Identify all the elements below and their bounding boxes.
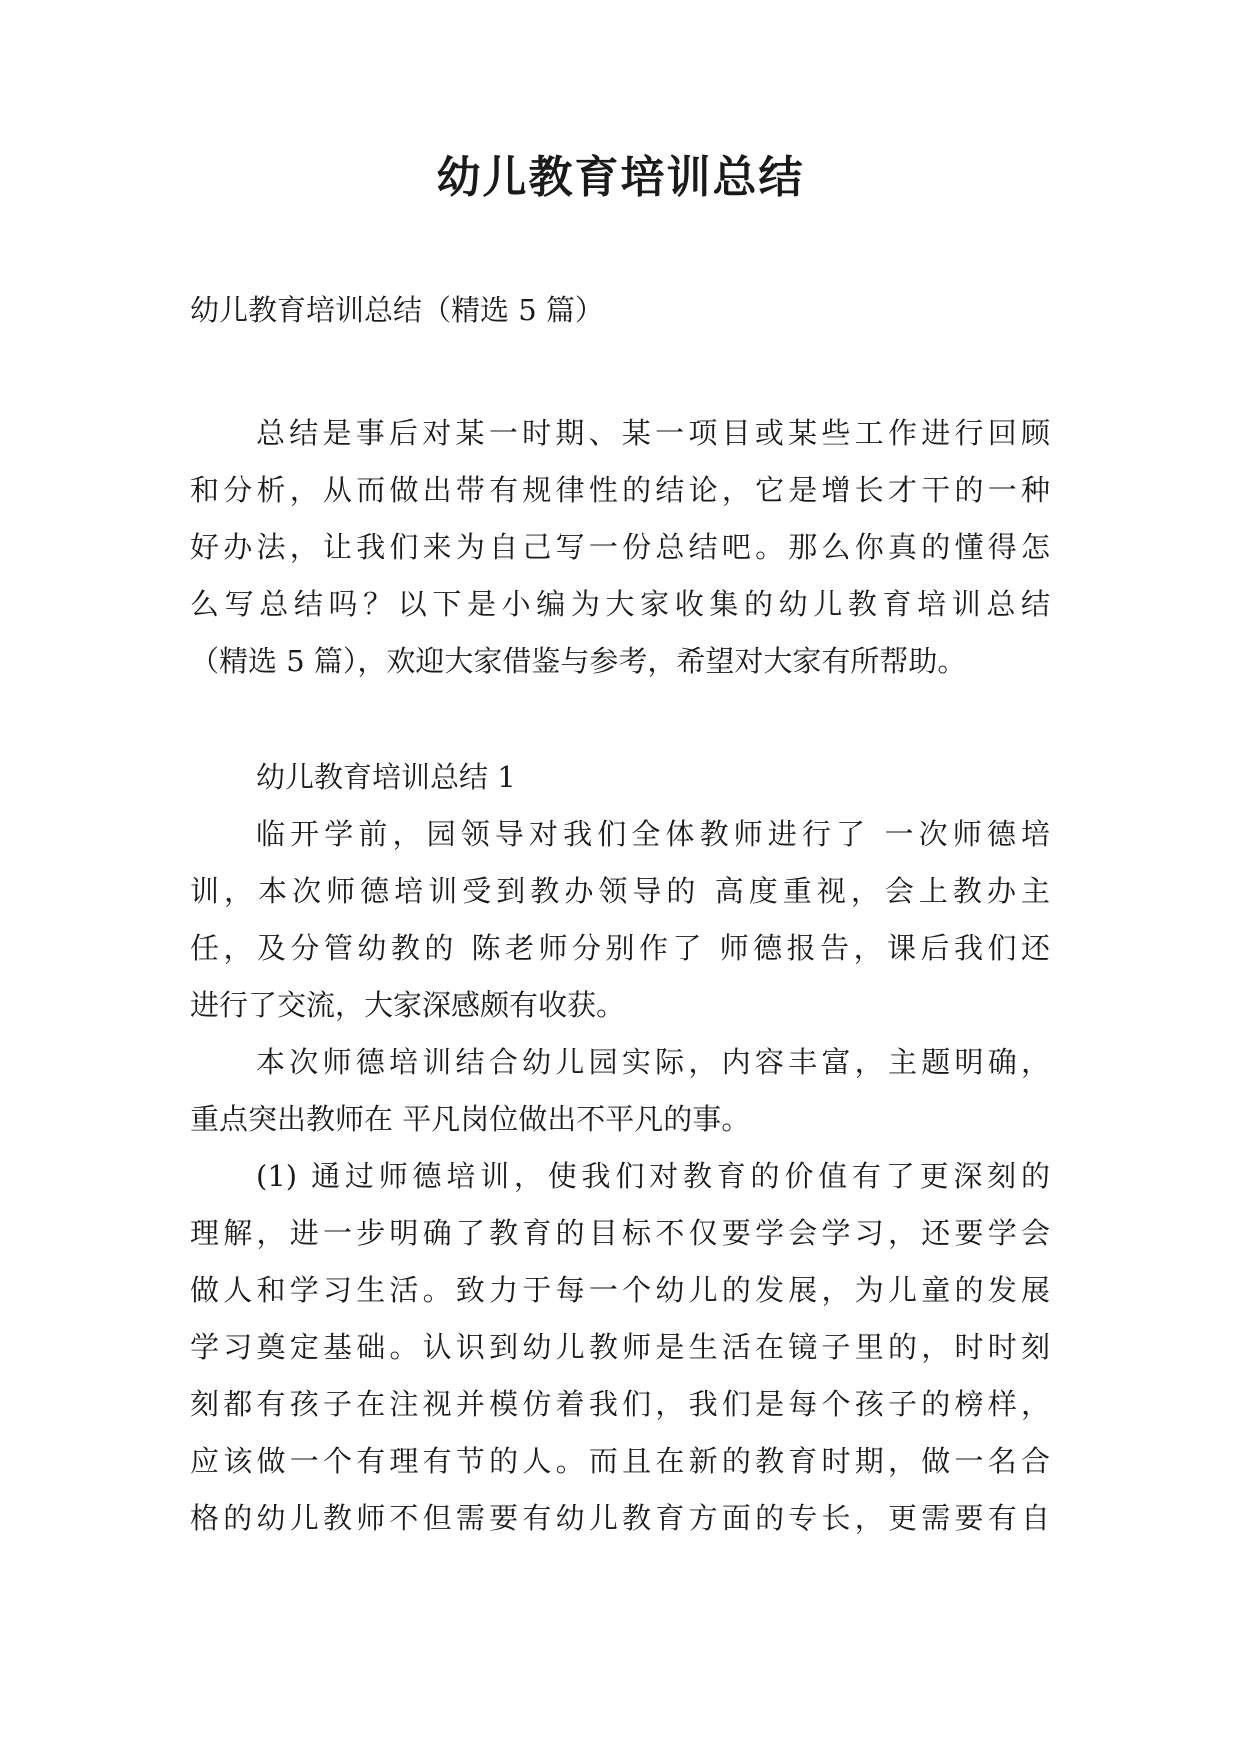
text-line: (1) 通过师德培训，使我们对教育的价值有了更深刻的 [256,1159,1050,1193]
text-line: 临开学前，园领导对我们全体教师进行了 一次师德培 [256,817,1050,851]
section-1 [190,749,1050,1547]
text-line: 进行了交流，大家深感颇有收获。 [190,988,626,1022]
intro-paragraph [190,405,1050,690]
text-line: 和分析，从而做出带有规律性的结论，它是增长才干的一种 [190,473,1050,507]
text-line: 理解，进一步明确了教育的目标不仅要学会学习，还要学会 [190,1216,1050,1250]
section-heading: 幼儿教育培训总结 1 [256,760,516,794]
text-line: （精选 5 篇），欢迎大家借鉴与参考，希望对大家有所帮助。 [190,644,967,678]
text-line: 任，及分管幼教的 陈老师分别作了 师德报告，课后我们还 [190,931,1050,965]
text-line: 本次师德培训结合幼儿园实际，内容丰富，主题明确， [256,1045,1050,1079]
text-line: 总结是事后对某一时期、某一项目或某些工作进行回顾 [256,416,1050,450]
text-line: 做人和学习生活。致力于每一个幼儿的发展，为儿童的发展 [190,1273,1050,1307]
text-line: 训，本次师德培训受到教办领导的 高度重视，会上教办主 [190,874,1050,908]
text-line: 学习奠定基础。认识到幼儿教师是生活在镜子里的，时时刻 [190,1330,1050,1364]
text-line: 么写总结吗？以下是小编为大家收集的幼儿教育培训总结 [190,587,1050,621]
text-line: 应该做一个有理有节的人。而且在新的教育时期，做一名合 [190,1444,1050,1478]
text-line: 格的幼儿教师不但需要有幼儿教育方面的专长，更需要有自 [190,1501,1050,1535]
document-subtitle: 幼儿教育培训总结（精选 5 篇） [190,293,604,327]
text-line: 重点突出教师在 平凡岗位做出不平凡的事。 [190,1102,751,1136]
document-title: 幼儿教育培训总结 [436,152,805,203]
text-line: 刻都有孩子在注视并模仿着我们，我们是每个孩子的榜样， [190,1387,1050,1421]
text-line: 好办法，让我们来为自己写一份总结吧。那么你真的懂得怎 [190,530,1050,564]
